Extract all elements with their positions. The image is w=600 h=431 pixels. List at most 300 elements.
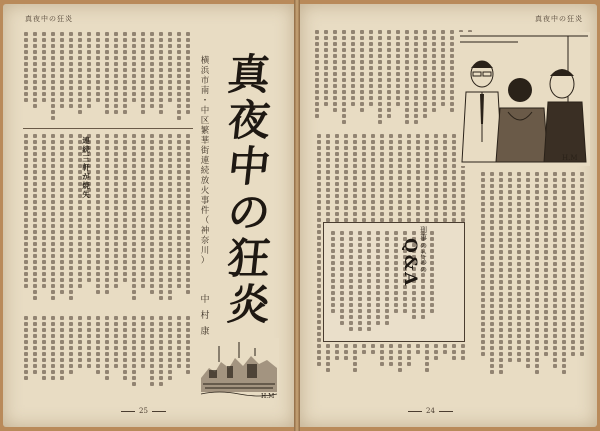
text-glyph (132, 212, 136, 216)
text-glyph (168, 278, 172, 282)
text-glyph (342, 36, 346, 40)
text-glyph (177, 62, 181, 66)
text-glyph (340, 249, 344, 253)
text-glyph (335, 344, 339, 348)
text-glyph (443, 212, 447, 216)
text-glyph (168, 146, 172, 150)
text-glyph (387, 78, 391, 82)
text-glyph (24, 370, 28, 374)
text-glyph (432, 30, 436, 34)
text-glyph (412, 297, 416, 301)
text-glyph (123, 74, 127, 78)
subtitle-character: 連 (200, 156, 210, 166)
text-glyph (24, 98, 28, 102)
text-glyph (526, 238, 530, 242)
text-glyph (360, 54, 364, 58)
text-glyph (24, 164, 28, 168)
text-glyph (562, 334, 566, 338)
text-column (386, 30, 392, 124)
text-glyph (132, 290, 136, 294)
text-glyph (535, 358, 539, 362)
text-glyph (369, 30, 373, 34)
text-glyph (349, 273, 353, 277)
text-column (498, 172, 504, 374)
text-glyph (353, 140, 357, 144)
text-glyph (96, 158, 100, 162)
text-glyph (562, 274, 566, 278)
text-glyph (508, 304, 512, 308)
text-glyph (362, 212, 366, 216)
text-glyph (186, 182, 190, 186)
text-glyph (394, 285, 398, 289)
text-glyph (378, 30, 382, 34)
text-glyph (335, 212, 339, 216)
text-glyph (526, 358, 530, 362)
subtitle-character: 火 (200, 186, 210, 196)
text-glyph (571, 292, 575, 296)
text-glyph (78, 206, 82, 210)
text-glyph (159, 200, 163, 204)
text-glyph (499, 328, 503, 332)
text-glyph (342, 30, 346, 34)
text-glyph (326, 146, 330, 150)
body-text-upper (23, 32, 191, 120)
text-glyph (342, 60, 346, 64)
text-glyph (331, 273, 335, 277)
text-glyph (105, 364, 109, 368)
text-glyph (403, 303, 407, 307)
text-glyph (123, 146, 127, 150)
text-glyph (51, 158, 55, 162)
text-glyph (344, 146, 348, 150)
text-glyph (490, 226, 494, 230)
text-glyph (423, 48, 427, 52)
text-glyph (405, 114, 409, 118)
text-glyph (367, 237, 371, 241)
text-glyph (42, 230, 46, 234)
text-glyph (508, 244, 512, 248)
text-glyph (141, 272, 145, 276)
text-glyph (42, 86, 46, 90)
text-glyph (96, 176, 100, 180)
text-glyph (324, 60, 328, 64)
text-glyph (443, 164, 447, 168)
text-column (32, 32, 38, 120)
text-glyph (398, 368, 402, 372)
text-glyph (326, 200, 330, 204)
text-glyph (526, 268, 530, 272)
text-column (158, 316, 164, 386)
text-glyph (344, 344, 348, 348)
text-glyph (123, 224, 127, 228)
text-glyph (407, 206, 411, 210)
text-glyph (105, 152, 109, 156)
text-glyph (398, 146, 402, 150)
text-glyph (571, 184, 575, 188)
text-glyph (481, 352, 485, 356)
text-glyph (132, 62, 136, 66)
text-glyph (331, 255, 335, 259)
text-glyph (69, 346, 73, 350)
text-glyph (168, 364, 172, 368)
text-column (543, 172, 549, 374)
text-glyph (114, 62, 118, 66)
text-glyph (24, 182, 28, 186)
text-glyph (389, 152, 393, 156)
text-glyph (414, 90, 418, 94)
text-glyph (60, 86, 64, 90)
text-glyph (526, 298, 530, 302)
text-glyph (96, 278, 100, 282)
text-glyph (177, 358, 181, 362)
text-glyph (385, 315, 389, 319)
text-glyph (499, 244, 503, 248)
text-glyph (378, 48, 382, 52)
text-glyph (105, 358, 109, 362)
text-column (579, 172, 585, 374)
text-glyph (69, 340, 73, 344)
text-glyph (544, 214, 548, 218)
text-glyph (335, 182, 339, 186)
text-glyph (344, 194, 348, 198)
text-glyph (87, 254, 91, 258)
text-glyph (105, 140, 109, 144)
text-glyph (333, 54, 337, 58)
text-glyph (42, 32, 46, 36)
text-glyph (461, 188, 465, 192)
text-glyph (141, 212, 145, 216)
text-glyph (344, 182, 348, 186)
text-column (480, 172, 486, 374)
text-glyph (571, 202, 575, 206)
text-glyph (562, 310, 566, 314)
text-glyph (335, 356, 339, 360)
text-glyph (535, 286, 539, 290)
text-glyph (114, 242, 118, 246)
text-glyph (69, 170, 73, 174)
text-glyph (324, 90, 328, 94)
text-glyph (580, 280, 584, 284)
text-glyph (430, 273, 434, 277)
text-glyph (535, 172, 539, 176)
text-glyph (499, 274, 503, 278)
text-glyph (123, 56, 127, 60)
text-glyph (508, 274, 512, 278)
text-glyph (562, 292, 566, 296)
text-glyph (51, 116, 55, 120)
text-glyph (60, 182, 64, 186)
subtitle-character: （ (200, 216, 210, 226)
text-glyph (132, 188, 136, 192)
text-glyph (96, 284, 100, 288)
text-glyph (450, 84, 454, 88)
text-glyph (87, 340, 91, 344)
text-glyph (186, 32, 190, 36)
text-glyph (394, 231, 398, 235)
text-glyph (450, 66, 454, 70)
text-glyph (562, 316, 566, 320)
text-glyph (141, 316, 145, 320)
text-glyph (441, 36, 445, 40)
text-glyph (51, 38, 55, 42)
subtitle-character: ・ (200, 96, 210, 106)
text-column (95, 316, 101, 386)
text-glyph (177, 278, 181, 282)
text-glyph (580, 220, 584, 224)
text-glyph (60, 104, 64, 108)
text-glyph (60, 242, 64, 246)
text-glyph (42, 158, 46, 162)
text-glyph (571, 256, 575, 260)
text-glyph (553, 334, 557, 338)
text-glyph (461, 350, 465, 354)
text-glyph (353, 146, 357, 150)
text-glyph (376, 255, 380, 259)
text-glyph (416, 344, 420, 348)
text-glyph (96, 50, 100, 54)
text-glyph (24, 206, 28, 210)
text-glyph (544, 178, 548, 182)
text-glyph (168, 242, 172, 246)
text-glyph (114, 206, 118, 210)
text-glyph (87, 316, 91, 320)
text-glyph (24, 224, 28, 228)
text-glyph (168, 80, 172, 84)
text-glyph (69, 194, 73, 198)
text-glyph (42, 98, 46, 102)
text-glyph (394, 279, 398, 283)
text-glyph (324, 54, 328, 58)
text-glyph (159, 86, 163, 90)
text-glyph (114, 80, 118, 84)
text-glyph (331, 285, 335, 289)
text-glyph (150, 176, 154, 180)
text-glyph (42, 316, 46, 320)
text-glyph (114, 170, 118, 174)
text-glyph (349, 327, 353, 331)
text-glyph (87, 236, 91, 240)
text-glyph (553, 292, 557, 296)
text-glyph (123, 140, 127, 144)
text-glyph (42, 68, 46, 72)
text-glyph (132, 140, 136, 144)
text-glyph (114, 86, 118, 90)
text-glyph (360, 102, 364, 106)
text-glyph (141, 334, 145, 338)
text-glyph (562, 250, 566, 254)
text-glyph (105, 134, 109, 138)
text-glyph (87, 278, 91, 282)
text-glyph (526, 304, 530, 308)
text-glyph (326, 212, 330, 216)
text-glyph (562, 262, 566, 266)
text-glyph (150, 188, 154, 192)
text-glyph (481, 184, 485, 188)
text-glyph (425, 140, 429, 144)
text-glyph (87, 80, 91, 84)
text-glyph (114, 200, 118, 204)
text-glyph (360, 72, 364, 76)
text-glyph (425, 356, 429, 360)
text-glyph (69, 38, 73, 42)
text-glyph (508, 202, 512, 206)
text-glyph (60, 68, 64, 72)
text-glyph (186, 248, 190, 252)
text-glyph (186, 152, 190, 156)
text-glyph (123, 206, 127, 210)
text-glyph (358, 249, 362, 253)
text-glyph (571, 178, 575, 182)
text-glyph (186, 80, 190, 84)
subtitle-character: 放 (200, 176, 210, 186)
text-glyph (353, 350, 357, 354)
text-column (332, 30, 338, 124)
text-glyph (114, 230, 118, 234)
text-column (77, 316, 83, 386)
text-glyph (60, 322, 64, 326)
text-glyph (60, 206, 64, 210)
text-glyph (114, 32, 118, 36)
text-glyph (33, 80, 37, 84)
text-glyph (358, 261, 362, 265)
text-glyph (398, 194, 402, 198)
text-glyph (358, 255, 362, 259)
text-glyph (526, 364, 530, 368)
text-glyph (87, 218, 91, 222)
text-glyph (105, 352, 109, 356)
text-glyph (443, 140, 447, 144)
text-glyph (544, 262, 548, 266)
text-glyph (481, 286, 485, 290)
text-glyph (562, 346, 566, 350)
text-glyph (150, 376, 154, 380)
text-glyph (490, 244, 494, 248)
text-glyph (508, 346, 512, 350)
text-glyph (69, 152, 73, 156)
text-glyph (571, 220, 575, 224)
text-glyph (114, 68, 118, 72)
text-glyph (186, 74, 190, 78)
text-glyph (499, 202, 503, 206)
text-glyph (535, 196, 539, 200)
text-glyph (168, 158, 172, 162)
text-glyph (96, 68, 100, 72)
text-glyph (186, 352, 190, 356)
text-glyph (132, 86, 136, 90)
text-glyph (526, 202, 530, 206)
text-glyph (150, 254, 154, 258)
text-glyph (24, 158, 28, 162)
text-glyph (177, 340, 181, 344)
text-glyph (132, 152, 136, 156)
text-column (131, 32, 137, 120)
text-glyph (177, 32, 181, 36)
text-glyph (69, 358, 73, 362)
text-glyph (114, 364, 118, 368)
text-glyph (398, 362, 402, 366)
text-glyph (123, 62, 127, 66)
text-glyph (78, 104, 82, 108)
text-glyph (33, 98, 37, 102)
text-column (59, 134, 65, 300)
text-glyph (423, 66, 427, 70)
text-column (323, 30, 329, 124)
text-column (95, 32, 101, 120)
text-glyph (33, 316, 37, 320)
text-glyph (24, 50, 28, 54)
text-glyph (340, 309, 344, 313)
text-glyph (141, 38, 145, 42)
text-glyph (168, 328, 172, 332)
text-glyph (132, 236, 136, 240)
text-glyph (114, 158, 118, 162)
text-glyph (394, 297, 398, 301)
text-glyph (51, 364, 55, 368)
text-glyph (24, 62, 28, 66)
text-glyph (159, 170, 163, 174)
text-glyph (425, 182, 429, 186)
text-glyph (78, 322, 82, 326)
text-glyph (481, 220, 485, 224)
text-glyph (394, 273, 398, 277)
text-glyph (141, 182, 145, 186)
text-glyph (132, 358, 136, 362)
text-glyph (421, 315, 425, 319)
text-glyph (150, 164, 154, 168)
text-glyph (358, 231, 362, 235)
text-glyph (360, 60, 364, 64)
text-glyph (96, 56, 100, 60)
text-glyph (349, 321, 353, 325)
text-glyph (60, 98, 64, 102)
text-glyph (105, 74, 109, 78)
text-glyph (177, 98, 181, 102)
text-glyph (405, 108, 409, 112)
text-glyph (360, 84, 364, 88)
text-glyph (535, 322, 539, 326)
text-glyph (526, 196, 530, 200)
text-glyph (389, 200, 393, 204)
text-glyph (168, 376, 172, 380)
text-glyph (326, 176, 330, 180)
text-glyph (123, 254, 127, 258)
text-column (185, 32, 191, 120)
text-glyph (344, 200, 348, 204)
text-glyph (490, 238, 494, 242)
text-glyph (150, 364, 154, 368)
text-column (140, 316, 146, 386)
text-glyph (24, 200, 28, 204)
left-page (3, 4, 294, 427)
text-glyph (499, 286, 503, 290)
text-glyph (159, 296, 163, 300)
text-glyph (403, 291, 407, 295)
text-glyph (42, 260, 46, 264)
text-glyph (51, 340, 55, 344)
text-glyph (186, 212, 190, 216)
text-glyph (42, 224, 46, 228)
text-glyph (33, 322, 37, 326)
text-glyph (123, 358, 127, 362)
text-glyph (69, 266, 73, 270)
text-glyph (114, 272, 118, 276)
text-glyph (24, 352, 28, 356)
text-glyph (490, 208, 494, 212)
text-glyph (123, 158, 127, 162)
text-glyph (421, 297, 425, 301)
text-column (113, 316, 119, 386)
text-glyph (186, 284, 190, 288)
